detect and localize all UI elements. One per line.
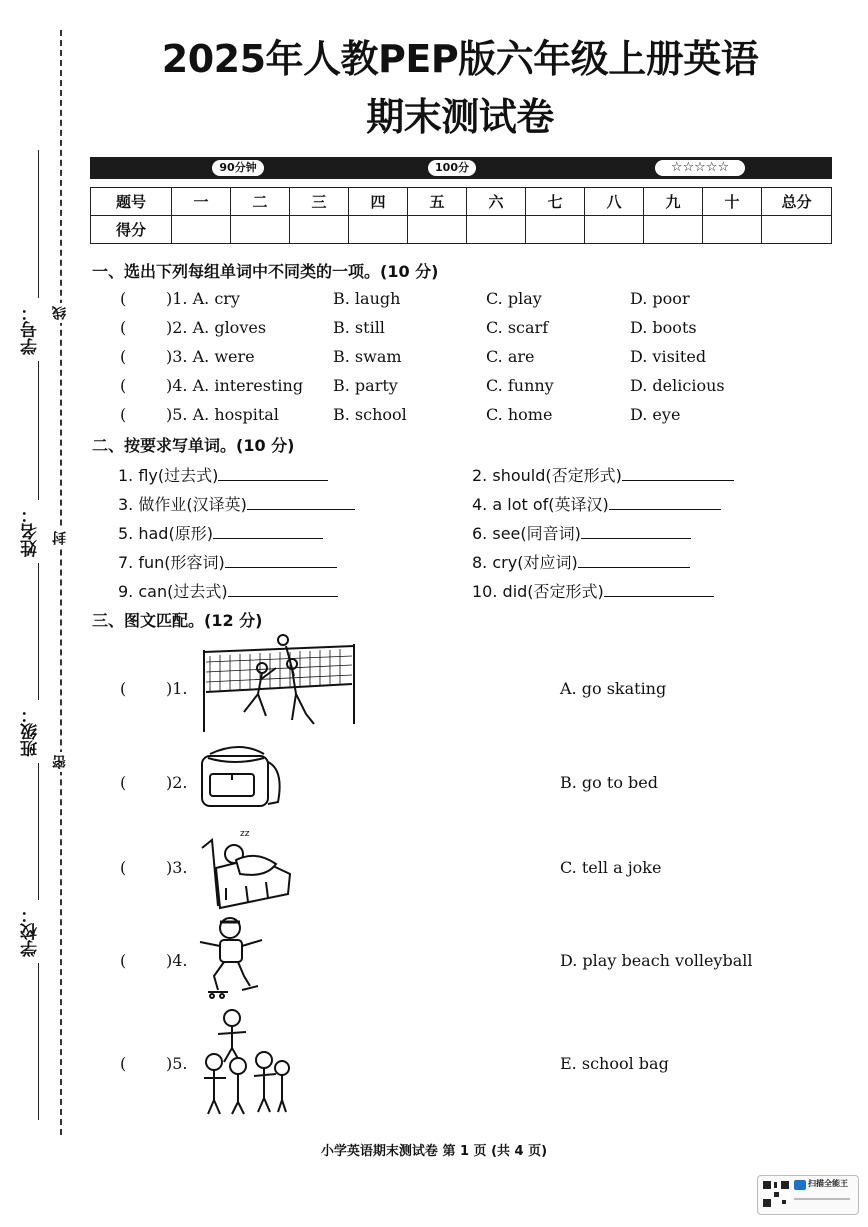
answer-paren[interactable]: ( [120, 376, 127, 395]
match-option-e: E. school bag [560, 1054, 669, 1073]
table-cell: 五 [408, 188, 467, 216]
score-cell[interactable] [231, 216, 290, 244]
item-text: 3. 做作业(汉译英) [118, 495, 247, 514]
svg-text:zz: zz [240, 829, 250, 839]
score-cell[interactable] [703, 216, 762, 244]
q-stem: )5. A. hospital [166, 405, 279, 424]
volleyball-picture [196, 632, 360, 740]
option-b: B. party [333, 376, 398, 395]
item-text: 9. can(过去式) [118, 582, 228, 601]
page-subtitle: 期末测试卷 [366, 95, 554, 139]
answer-blank[interactable] [218, 466, 328, 481]
secret-mark: 密 [50, 752, 70, 772]
student-id-label: 学号： [18, 298, 43, 361]
score-cell[interactable] [408, 216, 467, 244]
answer-blank[interactable] [604, 582, 714, 597]
answer-paren[interactable]: ( [120, 1054, 127, 1073]
score-cell[interactable] [526, 216, 585, 244]
answer-blank[interactable] [225, 553, 337, 568]
section2-title: 二、按要求写单词。(10 分) [92, 436, 295, 455]
difficulty-stars: ☆☆☆☆☆ [655, 160, 745, 176]
binding-dashed-line [60, 30, 62, 1135]
sleeping-picture [196, 828, 296, 912]
school-label: 学校： [18, 900, 43, 963]
option-d: D. poor [630, 289, 690, 308]
q-number: )1. [166, 679, 188, 698]
item-text: 6. see(同音词) [472, 524, 581, 543]
option-d: D. delicious [630, 376, 725, 395]
option-c: C. play [486, 289, 542, 308]
score-cell[interactable] [644, 216, 703, 244]
list-item [118, 521, 323, 544]
answer-blank[interactable] [622, 466, 734, 481]
answer-blank[interactable] [213, 524, 323, 539]
item-text: 7. fun(形容词) [118, 553, 225, 572]
option-c: C. funny [486, 376, 554, 395]
class-label: 班级： [18, 700, 43, 763]
score-cell[interactable] [762, 216, 832, 244]
table-cell: 三 [290, 188, 349, 216]
score-table-score-row [91, 216, 832, 244]
score-table [90, 187, 832, 244]
score-pill: 100分 [428, 160, 476, 176]
score-cell[interactable] [585, 216, 644, 244]
list-item [472, 521, 691, 544]
score-cell[interactable] [290, 216, 349, 244]
watermark-line [794, 1198, 850, 1200]
option-c: C. are [486, 347, 535, 366]
section1-title: 一、选出下列每组单词中不同类的一项。(10 分) [92, 262, 439, 281]
answer-paren[interactable]: ( [120, 347, 127, 366]
qr-code-icon [762, 1180, 790, 1208]
item-text: 10. did(否定形式) [472, 582, 604, 601]
option-b: B. still [333, 318, 385, 337]
q-number: )3. [166, 858, 188, 877]
list-item [118, 492, 355, 515]
match-option-c: C. tell a joke [560, 858, 662, 877]
option-b: B. swam [333, 347, 402, 366]
item-text: 8. cry(对应词) [472, 553, 578, 572]
answer-paren[interactable]: ( [120, 289, 127, 308]
q-stem: )3. A. were [166, 347, 255, 366]
table-cell: 得分 [91, 216, 172, 244]
table-cell: 十 [703, 188, 762, 216]
joke-picture [198, 1004, 294, 1118]
table-cell: 六 [467, 188, 526, 216]
score-cell[interactable] [172, 216, 231, 244]
answer-paren[interactable]: ( [120, 858, 127, 877]
table-cell: 八 [585, 188, 644, 216]
match-option-b: B. go to bed [560, 773, 658, 792]
answer-paren[interactable]: ( [120, 405, 127, 424]
q-number: )4. [166, 951, 188, 970]
page-footer: 小学英语期末测试卷 第 1 页 (共 4 页) [320, 1144, 548, 1159]
answer-paren[interactable]: ( [120, 679, 127, 698]
table-cell: 总分 [762, 188, 832, 216]
seal-mark: 封 [50, 528, 70, 548]
list-item [118, 550, 337, 573]
list-item [118, 579, 338, 602]
table-cell: 七 [526, 188, 585, 216]
answer-blank[interactable] [228, 582, 338, 597]
match-option-a: A. go skating [560, 679, 667, 698]
answer-blank[interactable] [247, 495, 355, 510]
answer-blank[interactable] [581, 524, 691, 539]
score-cell[interactable] [349, 216, 408, 244]
item-text: 4. a lot of(英译汉) [472, 495, 609, 514]
match-option-d: D. play beach volleyball [560, 951, 753, 970]
line-mark: 线 [50, 303, 70, 323]
table-cell: 二 [231, 188, 290, 216]
item-text: 5. had(原形) [118, 524, 213, 543]
score-table-header-row [91, 188, 832, 216]
table-cell: 题号 [91, 188, 172, 216]
q-stem: )2. A. gloves [166, 318, 267, 337]
answer-blank[interactable] [609, 495, 721, 510]
time-pill: 90分钟 [212, 160, 264, 176]
list-item [472, 550, 690, 573]
list-item [472, 579, 714, 602]
watermark-text: 扫描全能王 [808, 1179, 848, 1188]
school-bag-picture [194, 744, 286, 810]
option-d: D. eye [630, 405, 681, 424]
option-b: B. laugh [333, 289, 401, 308]
option-d: D. boots [630, 318, 697, 337]
cs-logo-icon [794, 1180, 806, 1190]
list-item [472, 492, 721, 515]
q-stem: )4. A. interesting [166, 376, 304, 395]
table-cell: 四 [349, 188, 408, 216]
list-item [118, 463, 328, 486]
item-text: 2. should(否定形式) [472, 466, 622, 485]
answer-paren[interactable]: ( [120, 318, 127, 337]
binding-solid-line [38, 150, 39, 1120]
q-stem: )1. A. cry [166, 289, 240, 308]
answer-blank[interactable] [578, 553, 690, 568]
section3-title: 三、图文匹配。(12 分) [92, 611, 263, 630]
score-cell[interactable] [467, 216, 526, 244]
page-title: 2025年人教PEP版六年级上册英语 [161, 37, 759, 81]
name-label: 姓名： [18, 500, 43, 563]
table-cell: 九 [644, 188, 703, 216]
skating-picture [194, 912, 270, 1000]
option-d: D. visited [630, 347, 707, 366]
table-cell: 一 [172, 188, 231, 216]
scanner-watermark [757, 1175, 859, 1215]
list-item [472, 463, 734, 486]
item-text: 1. fly(过去式) [118, 466, 219, 485]
option-b: B. school [333, 405, 407, 424]
q-number: )5. [166, 1054, 188, 1073]
option-c: C. home [486, 405, 553, 424]
option-c: C. scarf [486, 318, 549, 337]
q-number: )2. [166, 773, 188, 792]
answer-paren[interactable]: ( [120, 951, 127, 970]
answer-paren[interactable]: ( [120, 773, 127, 792]
